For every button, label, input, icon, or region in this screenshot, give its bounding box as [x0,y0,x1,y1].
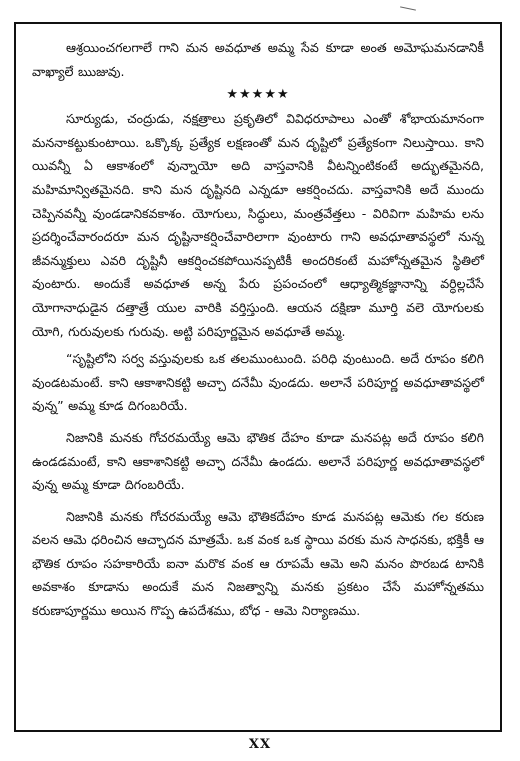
paragraph-3-quote: “సృష్టిలోని సర్వ వస్తువులకు ఒక తలముంటుంది. పరిధి వుంటుంది. అదే రూపం కలిగి వుండటమంటే. కాని ఆకాశానికట్టి అచ్చా దనేమీ వుండదు. అలానే పరిపూర్ణ అవధూతావస్థలో వున్న” అమ్మ కూడ దిగంబరియే. [32,351,484,414]
paragraph-2: సూర్యుడు, చంద్రుడు, నక్షత్రాలు ప్రకృతిలో వివిధరూపాలు ఎంతో శోభాయమానంగా మననాకట్టుకుంటాయి. ఒక్కొక్క ప్రత్యేక లక్షణంతో మన దృష్టిలో ప్రత్యేకంగా నిలుస్తాయి. కాని యివన్నీ ఏ ఆకాశంలో వున్నాయో అది వాస్తవానికి వీటన్నింటికంటే అద్భుతమైనది, మహిమాన్వితమైనది. కాని మన దృష్టినది ఎన్నడూ ఆకర్షించదు. వాస్తవానికి అదే ముందు చెప్పినవన్నీ వుండడానికవకాశం. యోగులు, సిద్ధులు, మంత్రవేత్తలు - విరివిగా మహిమ లను ప్రదర్శించేవారందరూ మన దృష్టినాకర్షించేవారిలాగా వుంటారు గాని అవధూతావస్థలో నున్న జీవన్ముక్తులు ఎవరి దృష్టినీ ఆకర్షించకపోయినప్పటికీ అందరికంటే మహోన్నతమైన స్థితిలో వుంటారు. అందుకే అవధూత అన్న పేరు ప్రపంచంలో ఆధ్యాత్మికజ్ఞానాన్ని వర్ధిల్లచేసే యోగానాధుడైన దత్తాత్రే యుల వారికి వర్తిస్తుంది. ఆయన దక్షిణా మూర్తి వలె యోగులకు యోగి, గురువులకు గురువు. అట్టి పరిపూర్ణమైన అవధూతే అమ్మ. [32,111,484,339]
page-border-frame [14,22,502,732]
paragraph-5: నిజానికి మనకు గోచరమయ్యే ఆమె భౌతికదేహం కూడ మనపట్ల ఆమెకు గల కరుణ వలన ఆమె ధరించిన ఆచ్ఛాదన మాత్రమే. ఒక వంక ఒక స్థాయి వరకు మన సాధనకు, భక్తికీ ఆ భౌతిక రూపం సహకారియే ఐనా మరొక వంక ఆ రూపమే ఆమె అని మనం పొరబడ టానికి అవకాశం కూడాను అందుకే మన నిజత్వాన్ని మనకు ప్రకటం చేసే మహోన్నతము కరుణాపూర్ణము అయిన గొప్ప ఉపదేశము, బోధ - ఆమె నిర్యాణము. [32,508,484,619]
star-separator: ★★★★★ [226,87,290,103]
scan-mark [400,6,416,10]
paragraph-1: ఆశ్రయించగలగాలే గాని మన అవధూత అమ్మ సేవ కూడా అంత అమోఘమనడానికీ వాఖ్యాలే ఋజువు. [32,40,484,79]
page-number: XX [248,737,272,752]
paragraph-4: నిజానికి మనకు గోచరమయ్యే ఆమె భౌతిక దేహం కూడా మనపట్ల అదే రూపం కలిగి ఉండడమంటే, కాని ఆకాశానికట్టి అచ్ఛా దనేమీ ఉండదు. అలానే పరిపూర్ణ అవధూతావస్థలో వున్న అమ్మ కూడా దిగంబరియే. [32,429,484,493]
